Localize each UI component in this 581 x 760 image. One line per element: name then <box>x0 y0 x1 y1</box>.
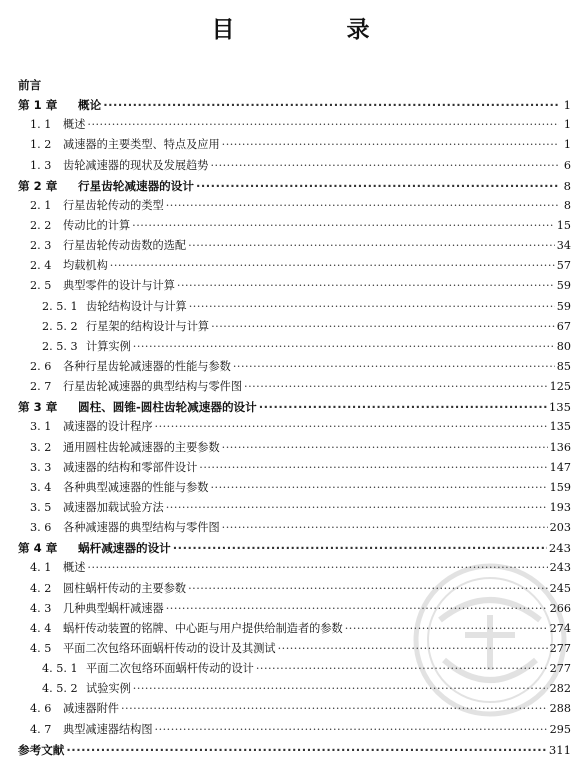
toc-page-number: 125 <box>549 380 571 394</box>
toc-title: 行星齿轮传动齿数的选配 <box>63 239 187 253</box>
toc-page-number: 295 <box>549 722 571 736</box>
toc-number: 4. 3 <box>30 601 52 615</box>
toc-title: 典型减速器结构图 <box>63 722 153 736</box>
toc-page-number: 243 <box>549 561 571 575</box>
toc-title: 减速器加载试验方法 <box>63 500 164 514</box>
toc-page-number: 311 <box>548 742 571 757</box>
toc-heading-row[interactable] <box>18 740 571 760</box>
toc-title: 减速器的结构和零部件设计 <box>63 460 198 474</box>
toc-number: 2. 5 <box>30 279 52 293</box>
toc-title: 均载机构 <box>63 259 108 273</box>
toc-chapter-row[interactable] <box>18 538 571 558</box>
dot-leader <box>177 276 555 296</box>
toc-number: 2. 5. 3 <box>42 339 78 353</box>
dot-leader <box>110 256 555 276</box>
toc-page-number: 243 <box>548 541 571 556</box>
toc-page-number: 203 <box>549 521 571 535</box>
watermark-stamp-icon <box>410 560 570 720</box>
toc-number: 1. 3 <box>30 158 52 172</box>
toc-number: 2. 5. 2 <box>42 319 78 333</box>
toc-section-row[interactable] <box>18 417 571 437</box>
toc-number: 2. 3 <box>30 239 52 253</box>
toc-title: 参考文献 <box>18 742 65 757</box>
toc-title: 圆柱蜗杆传动的主要参数 <box>63 581 187 595</box>
toc-title: 计算实例 <box>86 339 131 353</box>
toc-title: 行星齿轮减速器的设计 <box>78 178 194 193</box>
toc-section-row[interactable] <box>18 115 571 135</box>
toc-page-number: 277 <box>549 641 571 655</box>
toc-page-number: 34 <box>556 239 571 253</box>
dot-leader <box>259 397 547 417</box>
toc-section-row[interactable] <box>18 357 571 377</box>
toc-number: 4. 6 <box>30 702 52 716</box>
toc-page-number: 59 <box>556 279 571 293</box>
toc-page-number: 277 <box>549 662 571 676</box>
dot-leader <box>210 478 547 498</box>
toc-section-row[interactable] <box>18 276 571 296</box>
toc-number: 2. 5. 1 <box>42 299 78 313</box>
toc-title: 平面二次包络环面蜗杆传动的设计 <box>86 662 254 676</box>
toc-title: 减速器的主要类型、特点及应用 <box>63 138 220 152</box>
dot-leader <box>103 95 559 115</box>
toc-number: 3. 5 <box>30 500 52 514</box>
dot-leader <box>188 236 555 256</box>
toc-number: 1. 2 <box>30 138 52 152</box>
toc-title: 平面二次包络环面蜗杆传动的设计及其测试 <box>63 641 276 655</box>
toc-number: 第 4 章 <box>18 541 58 556</box>
toc-section-row[interactable] <box>18 156 571 176</box>
toc-number: 2. 4 <box>30 259 52 273</box>
toc-page-number: 288 <box>549 702 571 716</box>
toc-number: 第 2 章 <box>18 178 58 193</box>
toc-section-row[interactable] <box>18 236 571 256</box>
toc-page-number: 80 <box>556 339 571 353</box>
toc-title: 通用圆柱齿轮减速器的主要参数 <box>63 440 220 454</box>
toc-title: 典型零件的设计与计算 <box>63 279 175 293</box>
dot-leader <box>222 135 559 155</box>
dot-leader <box>66 740 546 760</box>
toc-number: 4. 5. 2 <box>42 682 78 696</box>
toc-page-number: 266 <box>549 601 571 615</box>
toc-title: 蜗杆传动装置的铭牌、中心距与用户提供给制造者的参数 <box>63 621 343 635</box>
dot-leader <box>173 538 547 558</box>
toc-number: 4. 1 <box>30 561 52 575</box>
toc-number: 2. 2 <box>30 218 52 232</box>
toc-section-row[interactable] <box>18 135 571 155</box>
toc-page-number: 147 <box>549 460 571 474</box>
page-title: 目 录 <box>211 17 422 43</box>
toc-section-row[interactable] <box>18 377 571 397</box>
toc-title: 各种行星齿轮减速器的性能与参数 <box>63 359 231 373</box>
toc-title: 传动比的计算 <box>63 218 131 232</box>
toc-number: 4. 5 <box>30 641 52 655</box>
toc-page-number: 59 <box>556 299 571 313</box>
toc-number: 2. 1 <box>30 198 52 212</box>
toc-page-number: 8 <box>563 198 571 212</box>
toc-number: 第 1 章 <box>18 98 58 113</box>
toc-number: 第 3 章 <box>18 400 58 415</box>
toc-page-number: 15 <box>556 218 571 232</box>
toc-number: 3. 4 <box>30 480 52 494</box>
toc-title: 试验实例 <box>86 682 131 696</box>
dot-leader <box>196 176 559 196</box>
toc-heading-row[interactable] <box>18 75 571 95</box>
toc-section-row[interactable] <box>18 438 571 458</box>
toc-page-number: 135 <box>548 400 571 415</box>
toc-number: 3. 1 <box>30 420 52 434</box>
toc-page-number: 67 <box>556 319 571 333</box>
toc-number: 3. 6 <box>30 521 52 535</box>
dot-leader <box>244 377 548 397</box>
toc-title: 行星齿轮减速器的典型结构与零件图 <box>63 380 243 394</box>
toc-title: 几种典型蜗杆减速器 <box>63 601 164 615</box>
dot-leader <box>87 115 559 135</box>
toc-title: 前言 <box>18 78 42 92</box>
toc-section-row[interactable] <box>18 196 571 216</box>
toc-page-number: 57 <box>556 259 571 273</box>
toc-page-number: 8 <box>563 178 571 193</box>
dot-leader <box>166 498 548 518</box>
dot-leader <box>222 438 548 458</box>
toc-title: 齿轮减速器的现状及发展趋势 <box>63 158 209 172</box>
toc-title: 蜗杆减速器的设计 <box>78 541 171 556</box>
dot-leader <box>199 458 547 478</box>
toc-page-number: 85 <box>556 359 571 373</box>
toc-title: 各种减速器的典型结构与零件图 <box>63 521 220 535</box>
toc-title: 概述 <box>63 118 86 132</box>
toc-chapter-row[interactable] <box>18 397 571 417</box>
toc-section-row[interactable] <box>18 297 571 317</box>
toc-title: 减速器的设计程序 <box>63 420 153 434</box>
dot-leader <box>132 216 555 236</box>
toc-title: 行星架的结构设计与计算 <box>86 319 210 333</box>
toc-page-number: 282 <box>549 682 571 696</box>
toc-page-number: 1 <box>563 98 571 113</box>
toc-number: 1. 1 <box>30 118 52 132</box>
toc-page-number: 1 <box>563 118 571 132</box>
dot-leader <box>211 317 555 337</box>
toc-title: 概论 <box>78 98 102 113</box>
dot-leader <box>155 720 548 740</box>
toc-number: 4. 4 <box>30 621 52 635</box>
dot-leader <box>155 417 548 437</box>
toc-number: 2. 6 <box>30 359 52 373</box>
toc-number: 4. 7 <box>30 722 52 736</box>
toc-title: 齿轮结构设计与计算 <box>86 299 187 313</box>
toc-section-row[interactable] <box>18 458 571 478</box>
toc-title: 行星齿轮传动的类型 <box>63 198 164 212</box>
toc-number: 3. 3 <box>30 460 52 474</box>
toc-section-row[interactable] <box>18 478 571 498</box>
toc-number: 4. 2 <box>30 581 52 595</box>
toc-title: 圆柱、圆锥-圆柱齿轮减速器的设计 <box>78 400 257 415</box>
toc-page-number: 136 <box>549 440 571 454</box>
toc-section-row[interactable] <box>18 216 571 236</box>
toc-chapter-row[interactable] <box>18 176 571 196</box>
toc-number: 2. 7 <box>30 380 52 394</box>
toc-page-number: 245 <box>549 581 571 595</box>
toc-title: 各种典型减速器的性能与参数 <box>63 480 209 494</box>
toc-section-row[interactable] <box>18 337 571 357</box>
dot-leader <box>210 156 559 176</box>
toc-number: 3. 2 <box>30 440 52 454</box>
toc-title: 减速器附件 <box>63 702 119 716</box>
toc-section-row[interactable] <box>18 256 571 276</box>
dot-leader <box>166 196 559 216</box>
dot-leader <box>189 297 555 317</box>
dot-leader <box>222 518 548 538</box>
toc-page-number: 135 <box>549 420 571 434</box>
toc-section-row[interactable] <box>18 498 571 518</box>
dot-leader <box>133 337 555 357</box>
toc-page-number: 6 <box>563 158 571 172</box>
toc-section-row[interactable] <box>18 317 571 337</box>
toc-page-number: 193 <box>549 500 571 514</box>
toc-title: 概述 <box>63 561 86 575</box>
toc-page-number: 1 <box>563 138 571 152</box>
toc-page-number: 159 <box>549 480 571 494</box>
toc-section-row[interactable] <box>18 518 571 538</box>
toc-number: 4. 5. 1 <box>42 662 78 676</box>
toc-section-row[interactable] <box>18 720 571 740</box>
dot-leader <box>233 357 555 377</box>
toc-chapter-row[interactable] <box>18 95 571 115</box>
toc-page-number: 274 <box>549 621 571 635</box>
